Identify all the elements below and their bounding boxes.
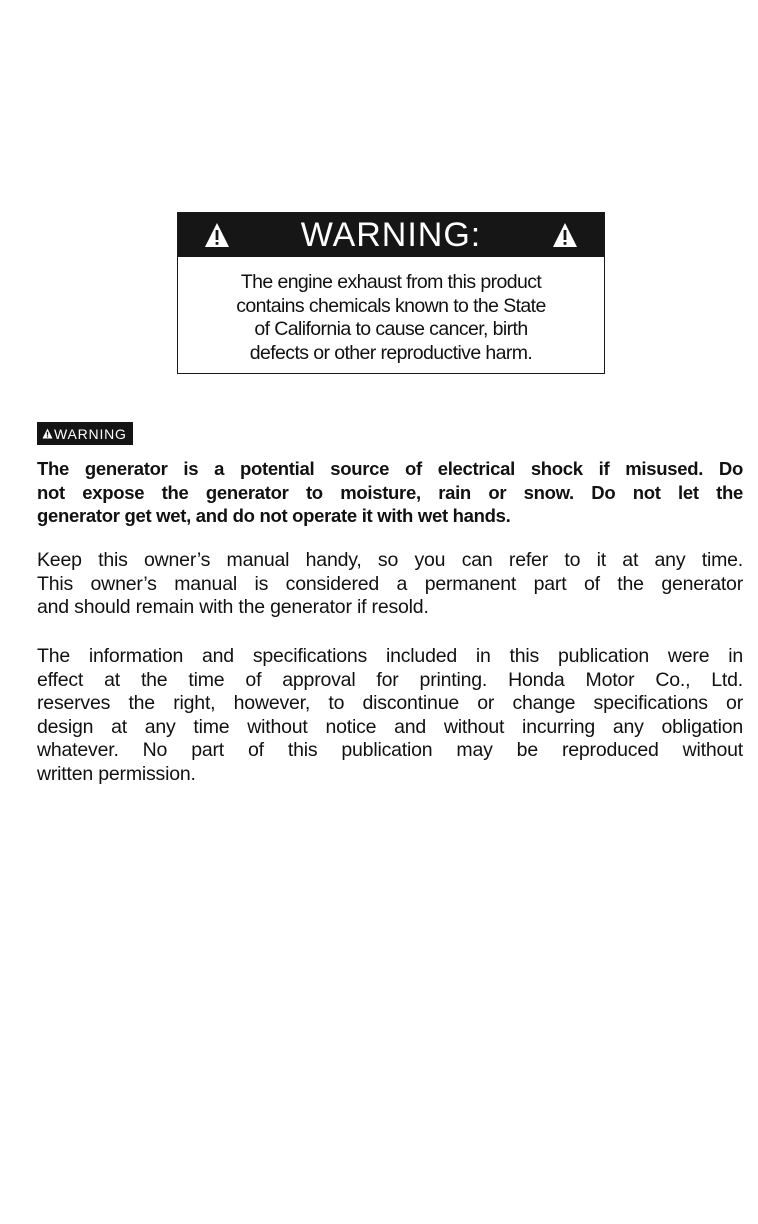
text-line: written permission.	[37, 762, 196, 785]
text-line: Keep this owner’s manual handy, so you can refer to it at any time.	[37, 549, 743, 571]
safety-warning-label-text: WARNING	[54, 425, 127, 442]
text-line: whatever. No part of this publication may be reproduced without	[37, 739, 743, 761]
text-line: The information and specifications included in this publication were in	[37, 645, 743, 667]
text-line: not expose the generator to moisture, rain or snow. Do not let the	[37, 481, 743, 503]
warning-triangle-icon	[42, 428, 53, 439]
prop65-warning-text	[178, 257, 604, 365]
prop65-line: The engine exhaust from this product	[240, 271, 542, 293]
prop65-line: defects or other reproductive harm.	[249, 341, 533, 364]
manual-handy-paragraph	[37, 549, 743, 620]
text-line: and should remain with the generator if resold.	[37, 596, 429, 618]
warning-triangle-icon	[204, 222, 230, 248]
safety-warning-label	[37, 422, 133, 445]
prop65-line: of California to cause cancer, birth	[254, 318, 528, 340]
text-line: reserves the right, however, to discontinue or change specifications or	[37, 692, 743, 714]
text-line: design at any time without notice and without incurring any obligation	[37, 715, 743, 738]
text-line: This owner’s manual is considered a permanent part of the generator	[37, 572, 743, 595]
specifications-notice-paragraph	[37, 645, 743, 786]
prop65-warning-box	[177, 212, 605, 374]
text-line: generator get wet, and do not operate it with wet hands.	[37, 505, 511, 526]
text-line: The generator is a potential source of electrical shock if misused. Do	[37, 458, 743, 479]
safety-warning-text	[37, 457, 743, 528]
prop65-warning-title: WARNING:	[300, 216, 482, 254]
prop65-line: contains chemicals known to the State	[236, 294, 546, 317]
prop65-warning-header	[178, 213, 604, 257]
warning-triangle-icon	[552, 222, 578, 248]
text-line: effect at the time of approval for printing. Honda Motor Co., Ltd.	[37, 668, 743, 691]
